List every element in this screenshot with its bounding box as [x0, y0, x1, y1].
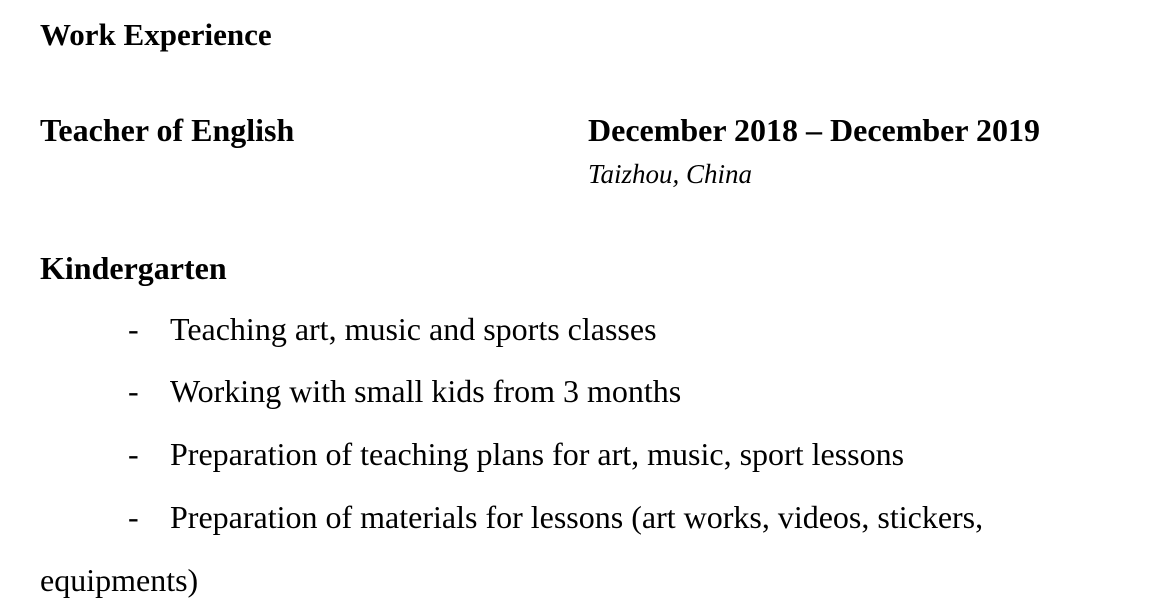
- list-item: [128, 313, 657, 345]
- list-item-text: Working with small kids from 3 months: [170, 373, 682, 409]
- organization-name: Kindergarten: [40, 250, 227, 286]
- bullet-marker: -: [128, 436, 139, 472]
- job-dates: December 2018 – December 2019: [588, 112, 1040, 148]
- list-item-continuation: equipments): [40, 562, 199, 598]
- list-item-text: Preparation of teaching plans for art, music, sport lessons: [170, 436, 905, 472]
- section-heading: Work Experience: [40, 17, 272, 52]
- list-item: [128, 501, 983, 533]
- bullet-marker: -: [128, 311, 139, 347]
- list-item: [128, 375, 681, 407]
- list-item-text: Teaching art, music and sports classes: [170, 311, 657, 347]
- job-location: Taizhou, China: [588, 159, 753, 189]
- bullet-marker: -: [128, 373, 139, 409]
- list-item-text: Preparation of materials for lessons (art works, videos, stickers,: [170, 499, 984, 535]
- job-title: Teacher of English: [40, 112, 295, 148]
- list-item: [128, 438, 904, 470]
- bullet-marker: -: [128, 499, 139, 535]
